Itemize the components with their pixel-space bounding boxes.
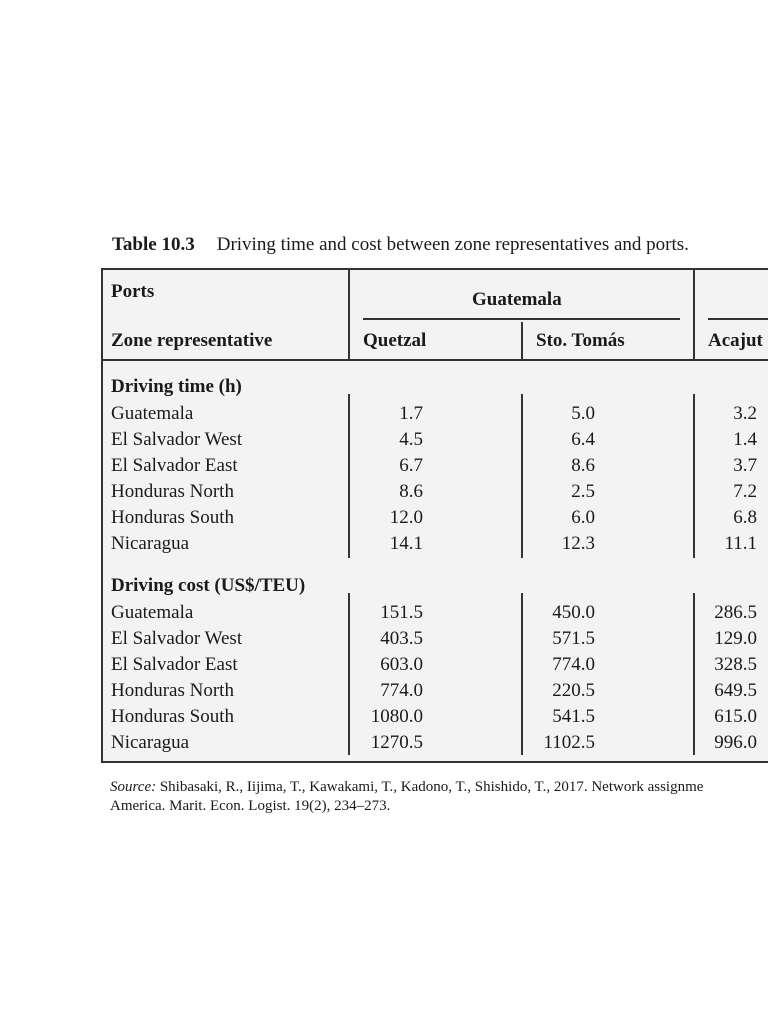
- cell-value: 6.4: [571, 429, 595, 450]
- guatemala-group-rule: [363, 318, 680, 320]
- table-caption-text: Driving time and cost between zone representatives and ports.: [216, 234, 689, 255]
- row-zone: Nicaragua: [111, 533, 190, 554]
- column-header: Acajut: [708, 330, 763, 351]
- row-zone: Guatemala: [111, 403, 194, 424]
- cell-value: 1102.5: [543, 732, 595, 753]
- cell-value: 4.5: [399, 429, 423, 450]
- cell-value: 649.5: [714, 680, 757, 701]
- cell-value: 12.3: [561, 533, 595, 554]
- source-text-1: Shibasaki, R., Iijima, T., Kawakami, T., Kadono, T., Shishido, T., 2017. Network assignme: [159, 779, 704, 795]
- row-zone: Honduras North: [111, 680, 234, 701]
- cell-value: 571.5: [552, 628, 595, 649]
- row-zone: Honduras South: [111, 507, 234, 528]
- cell-value: 450.0: [552, 602, 595, 623]
- header-zone-label: Zone representative: [111, 330, 273, 351]
- row-zone: El Salvador East: [111, 455, 238, 476]
- cell-value: 603.0: [380, 654, 423, 675]
- source-label: Source:: [110, 779, 157, 795]
- cell-value: 7.2: [733, 481, 757, 502]
- cell-value: 541.5: [552, 706, 595, 727]
- header-separator-3: [693, 270, 695, 360]
- row-zone: Guatemala: [111, 602, 194, 623]
- section-title: Driving time (h): [111, 376, 242, 397]
- cell-value: 774.0: [552, 654, 595, 675]
- cell-value: 2.5: [571, 481, 595, 502]
- cell-value: 286.5: [714, 602, 757, 623]
- cell-value: 615.0: [714, 706, 757, 727]
- row-zone: El Salvador East: [111, 654, 238, 675]
- cell-value: 8.6: [399, 481, 423, 502]
- cell-value: 328.5: [714, 654, 757, 675]
- cell-value: 14.1: [389, 533, 423, 554]
- column-header: Quetzal: [363, 330, 427, 351]
- cell-value: 220.5: [552, 680, 595, 701]
- cell-value: 8.6: [571, 455, 595, 476]
- section-title: Driving cost (US$/TEU): [111, 575, 306, 596]
- cell-value: 1270.5: [370, 732, 423, 753]
- cell-value: 774.0: [380, 680, 423, 701]
- cell-value: 6.7: [399, 455, 423, 476]
- table-caption-number: Table 10.3: [112, 234, 195, 255]
- cell-value: 6.8: [733, 507, 757, 528]
- cell-value: 1.4: [733, 429, 757, 450]
- cell-value: 3.7: [733, 455, 757, 476]
- cell-value: 151.5: [380, 602, 423, 623]
- cell-value: 11.1: [724, 533, 757, 554]
- cell-value: 3.2: [733, 403, 757, 424]
- source-line-1: [110, 778, 703, 797]
- table-caption: [112, 234, 689, 256]
- column-header: Sto. Tomás: [536, 330, 625, 351]
- header-ports-label: Ports: [111, 281, 155, 302]
- row-zone: El Salvador West: [111, 628, 243, 649]
- cell-value: 1.7: [399, 403, 423, 424]
- header-separator-2: [521, 322, 523, 360]
- cell-value: 5.0: [571, 403, 595, 424]
- source-text-2: America. Marit. Econ. Logist. 19(2), 234–273.: [110, 798, 391, 814]
- cell-value: 6.0: [571, 507, 595, 528]
- source-note: [110, 778, 703, 816]
- header-bottom-rule: [102, 359, 768, 361]
- row-zone: Honduras South: [111, 706, 234, 727]
- right-group-rule: [708, 318, 768, 320]
- row-zone: Honduras North: [111, 481, 234, 502]
- header-separator-1: [348, 270, 350, 360]
- row-zone: Nicaragua: [111, 732, 190, 753]
- cell-value: 403.5: [380, 628, 423, 649]
- cell-value: 996.0: [714, 732, 757, 753]
- header-country-group: Guatemala: [472, 289, 562, 310]
- cell-value: 129.0: [714, 628, 757, 649]
- cell-value: 12.0: [389, 507, 423, 528]
- row-zone: El Salvador West: [111, 429, 243, 450]
- cell-value: 1080.0: [370, 706, 423, 727]
